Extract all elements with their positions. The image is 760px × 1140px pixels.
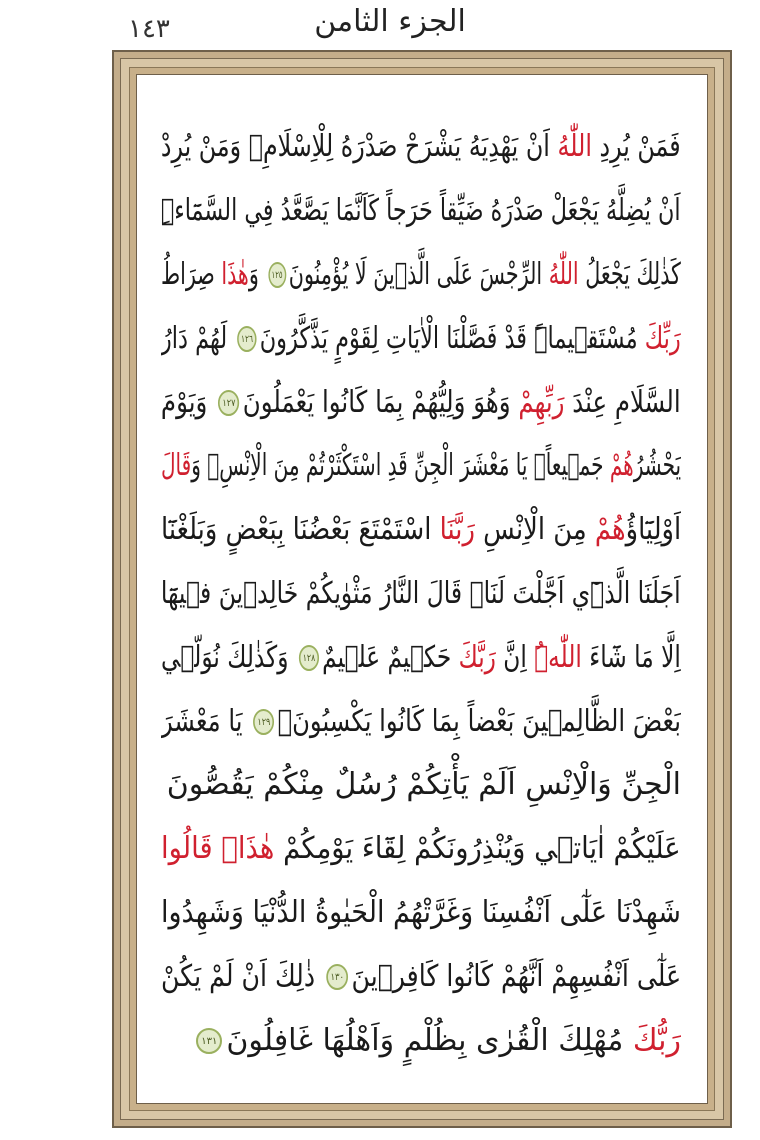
verse-line: [161, 115, 681, 179]
verse-text: وَيَوْمَ: [161, 384, 216, 420]
divine-name-text: هُمْ: [594, 512, 626, 548]
verse-line-text: [161, 448, 681, 483]
verse-text: اَنْ يَهْدِيَهُ يَشْرَحْ صَدْرَهُ لِلْاِسْلَامِۚ وَمَنْ يُرِدْ: [161, 129, 558, 165]
ayah-number-marker: ١٣٠: [326, 964, 348, 990]
verse-line: [161, 370, 681, 434]
verse-line: [161, 753, 681, 817]
divine-name-text: هٰذَا: [221, 256, 249, 292]
verse-text: جَم۪يعاًۚ يَا مَعْشَرَ الْجِنِّ قَدِ اسْتَكْثَرْتُمْ مِنَ الْاِنْسِۚ وَ: [191, 448, 610, 484]
verse-line: [161, 562, 681, 626]
ayah-number-marker: ١٢٦: [238, 326, 257, 352]
ayah-number-marker: ١٢٧: [219, 390, 240, 416]
verse-line-text: [161, 321, 681, 356]
verse-text: اسْتَمْتَعَ بَعْضُنَا بِبَعْضٍ وَبَلَغْنَٓا: [161, 512, 440, 548]
verse-text: صِرَاطُ: [161, 256, 222, 292]
verse-line: [161, 434, 681, 498]
divine-name-text: رَبِّهِمْ: [518, 384, 565, 420]
verse-text: يَا مَعْشَرَ: [161, 703, 251, 739]
verse-line: [161, 306, 681, 370]
divine-name-text: رَبِّكَ: [645, 320, 681, 356]
divine-name-text: رَبَّكَ: [458, 639, 497, 675]
verse-text: اَنْ يُضِلَّهُ يَجْعَلْ صَدْرَهُ ضَيِّقاً حَرَجاً كَاَنَّمَا يَصَّعَّدُ فِي السَّمَٓاءِۜ: [161, 193, 681, 229]
verse-line-text: [192, 1023, 681, 1058]
verse-text: شَهِدْنَا عَلٰٓى اَنْفُسِنَا وَغَرَّتْهُمُ الْحَيٰوةُ الدُّنْيَا وَشَهِدُوا: [161, 894, 681, 930]
verse-text: الْجِنِّ وَالْاِنْسِ اَلَمْ يَأْتِكُمْ رُسُلٌ مِنْكُمْ يَقُصُّونَ: [166, 767, 681, 803]
verse-text: كَذٰلِكَ يَجْعَلُ: [578, 256, 681, 292]
divine-name-text: اللّٰهُ: [548, 256, 579, 292]
divine-name-text: رَبَّنَا: [439, 512, 475, 548]
divine-name-text: رَبُّكَ: [632, 1022, 681, 1058]
verse-text: اِنَّ: [496, 639, 535, 675]
verse-text: بَعْضَ الظَّالِم۪ينَ بَعْضاً بِمَا كَانُوا يَكْسِبُونَ۟: [277, 703, 681, 739]
verse-text: اِلَّا مَا شَٓاءَ: [582, 639, 681, 675]
verse-text: مُهْلِكَ الْقُرٰى بِظُلْمٍ وَاَهْلُهَا غَافِلُونَ: [226, 1022, 633, 1058]
divine-name-text: هٰذَاۜ قَالُوا: [161, 831, 275, 867]
verse-line-text: [161, 831, 681, 866]
verse-line: [161, 179, 681, 243]
divine-name-text: اللّٰهُۜ: [534, 639, 583, 675]
ayah-number-marker: ١٢٨: [299, 645, 319, 671]
verse-line: [161, 498, 681, 562]
verse-text: مُسْتَق۪يماًۜ قَدْ فَصَّلْنَا الْاٰيَاتِ لِقَوْمٍ يَذَّكَّرُونَ: [259, 320, 646, 356]
verse-text: وَهُوَ وَلِيُّهُمْ بِمَا كَانُوا يَعْمَلُونَ: [243, 384, 519, 420]
verse-text: الرِّجْسَ عَلَى الَّذ۪ينَ لَا يُؤْمِنُونَ: [288, 256, 549, 292]
verse-text: السَّلَامِ عِنْدَ: [564, 384, 681, 420]
page-frame: [112, 50, 732, 1128]
verse-line-text: [161, 640, 681, 675]
verse-line-text: [161, 512, 681, 547]
verse-text: وَ: [248, 256, 266, 292]
text-panel: [136, 74, 708, 1104]
verse-line-text: [161, 576, 681, 611]
verse-line-text: [161, 959, 681, 994]
verse-line: [161, 1008, 681, 1072]
divine-name-text: قَالَ: [161, 448, 192, 484]
ayah-number-marker: ١٣١: [196, 1028, 222, 1054]
verse-line-text: [161, 193, 681, 228]
verse-text: ذٰلِكَ اَنْ لَمْ يَكُنْ: [161, 958, 323, 994]
ayah-number-marker: ١٢٥: [268, 262, 286, 288]
verse-text: حَك۪يمٌ عَل۪يمٌ: [322, 639, 459, 675]
verse-text-area: [161, 115, 681, 1083]
verse-text: اَجَلَنَا الَّذ۪ٓي اَجَّلْتَ لَنَاۜ قَالَ النَّارُ مَثْوٰيكُمْ خَالِد۪ينَ ف۪يهَٓا: [161, 575, 681, 611]
frame-border-outer: [120, 58, 724, 1120]
divine-name-text: اللّٰهُ: [557, 129, 593, 165]
page-number: ١٤٣: [128, 14, 170, 44]
verse-text: عَلٰٓى اَنْفُسِهِمْ اَنَّهُمْ كَانُوا كَافِر۪ينَ: [351, 958, 681, 994]
frame-border-middle: [129, 67, 715, 1111]
verse-line-text: [161, 704, 681, 739]
verse-line: [161, 689, 681, 753]
verse-line-text: [161, 257, 681, 292]
verse-line-text: [161, 895, 681, 930]
verse-text: مِنَ الْاِنْسِ: [474, 512, 595, 548]
verse-text: فَمَنْ يُرِدِ: [592, 129, 681, 165]
verse-line: [161, 625, 681, 689]
verse-text: وَكَذٰلِكَ نُوَلّ۪ي: [161, 639, 297, 675]
divine-name-text: هُمْ: [609, 448, 634, 484]
verse-line: [161, 944, 681, 1008]
verse-text: لَهُمْ دَارُ: [161, 320, 235, 356]
verse-line: [161, 243, 681, 307]
ayah-number-marker: ١٢٩: [253, 709, 274, 735]
juz-title: الجزء الثامن: [314, 4, 466, 39]
verse-line: [161, 817, 681, 881]
verse-text: اَوْلِيَٓاؤُ: [625, 512, 681, 548]
verse-line-text: [161, 385, 681, 420]
verse-line: [161, 881, 681, 945]
verse-line-text: [161, 129, 681, 164]
verse-text: عَلَيْكُمْ اٰيَات۪ي وَيُنْذِرُونَكُمْ لِقَٓاءَ يَوْمِكُمْ: [274, 831, 681, 867]
verse-text: يَحْشُرُ: [633, 448, 681, 484]
verse-line-text: [167, 767, 681, 802]
